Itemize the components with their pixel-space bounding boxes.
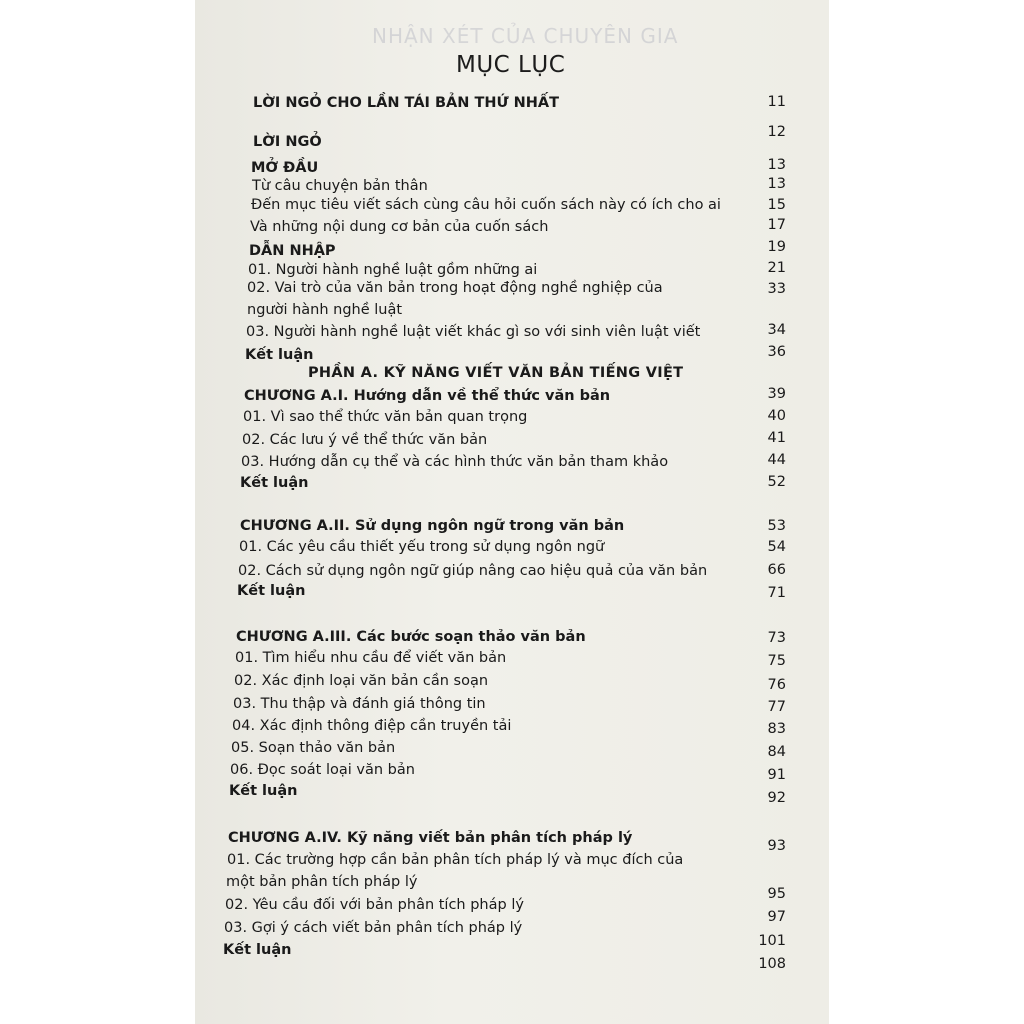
toc-page-number: 75 — [767, 653, 786, 669]
toc-page-number: 41 — [767, 430, 786, 446]
toc-page-number: 53 — [767, 518, 786, 534]
toc-page-number: 54 — [767, 539, 786, 555]
book-page — [195, 0, 829, 1024]
show-through-heading: NHẬN XÉT CỦA CHUYÊN GIA — [372, 24, 679, 48]
toc-page-number: 84 — [767, 744, 786, 760]
toc-entry: Kết luận — [229, 783, 298, 799]
toc-entry: 02. Yêu cầu đối với bản phân tích pháp lý — [225, 897, 524, 913]
page-title: MỤC LỤC — [456, 52, 566, 78]
toc-entry: 04. Xác định thông điệp cần truyền tải — [232, 718, 512, 734]
toc-page-number: 13 — [767, 157, 786, 173]
toc-part-heading: PHẦN A. KỸ NĂNG VIẾT VĂN BẢN TIẾNG VIỆT — [308, 365, 684, 381]
toc-entry: Kết luận — [223, 942, 292, 958]
toc-entry: 02. Xác định loại văn bản cần soạn — [234, 673, 489, 689]
toc-page-number: 77 — [767, 699, 786, 715]
toc-page-number: 33 — [767, 281, 786, 297]
toc-page-number: 66 — [767, 562, 786, 578]
toc-entry: Từ câu chuyện bản thân — [252, 178, 428, 194]
toc-page-number: 93 — [767, 838, 786, 854]
toc-entry: CHƯƠNG A.III. Các bước soạn thảo văn bản — [236, 629, 586, 645]
toc-page-number: 19 — [767, 239, 786, 255]
toc-page-number: 40 — [767, 408, 786, 424]
toc-page-number: 21 — [767, 260, 786, 276]
toc-entry: 01. Người hành nghề luật gồm những ai — [248, 262, 538, 278]
toc-page-number: 11 — [767, 94, 786, 110]
toc-entry: Kết luận — [245, 347, 314, 363]
toc-entry: LỜI NGỎ CHO LẦN TÁI BẢN THỨ NHẤT — [253, 95, 560, 111]
toc-entry: 05. Soạn thảo văn bản — [231, 740, 396, 756]
toc-page-number: 52 — [767, 474, 786, 490]
toc-page-number: 44 — [767, 452, 786, 468]
toc-entry: LỜI NGỎ — [253, 134, 322, 150]
toc-entry: DẪN NHẬP — [249, 243, 336, 259]
toc-entry: Kết luận — [240, 475, 309, 491]
toc-entry: MỞ ĐẦU — [251, 160, 319, 176]
toc-page-number: 76 — [767, 677, 786, 693]
toc-entry: 01. Các yêu cầu thiết yếu trong sử dụng ngôn ngữ — [239, 539, 605, 555]
toc-entry: 03. Gợi ý cách viết bản phân tích pháp lý — [224, 920, 523, 936]
toc-entry: 03. Người hành nghề luật viết khác gì so với sinh viên luật viết — [246, 324, 701, 340]
toc-page-number: 91 — [767, 767, 786, 783]
toc-page-number: 83 — [767, 721, 786, 737]
toc-entry: Đến mục tiêu viết sách cùng câu hỏi cuốn sách này có ích cho ai — [251, 197, 721, 213]
toc-entry: 02. Vai trò của văn bản trong hoạt động nghề nghiệp của — [247, 280, 663, 296]
toc-entry: 02. Các lưu ý về thể thức văn bản — [242, 432, 488, 448]
toc-page-number: 13 — [767, 176, 786, 192]
toc-entry: 01. Vì sao thể thức văn bản quan trọng — [243, 409, 528, 425]
toc-page-number: 15 — [767, 197, 786, 213]
toc-entry: CHƯƠNG A.IV. Kỹ năng viết bản phân tích pháp lý — [228, 830, 633, 846]
toc-entry: người hành nghề luật — [247, 302, 403, 318]
toc-page-number: 73 — [767, 630, 786, 646]
toc-entry: Kết luận — [237, 583, 306, 599]
toc-entry: CHƯƠNG A.II. Sử dụng ngôn ngữ trong văn bản — [240, 518, 625, 534]
toc-entry: 06. Đọc soát loại văn bản — [230, 762, 415, 778]
toc-entry: Và những nội dung cơ bản của cuốn sách — [250, 219, 549, 235]
toc-entry: 03. Hướng dẫn cụ thể và các hình thức văn bản tham khảo — [241, 454, 669, 470]
toc-page-number: 17 — [767, 217, 786, 233]
toc-page-number: 34 — [767, 322, 786, 338]
toc-page-number: 12 — [767, 124, 786, 140]
toc-page-number: 97 — [767, 909, 786, 925]
toc-page-number: 71 — [767, 585, 786, 601]
toc-entry: 03. Thu thập và đánh giá thông tin — [233, 696, 486, 712]
toc-page-number: 95 — [767, 886, 786, 902]
toc-page-number: 101 — [758, 933, 786, 949]
toc-entry: 01. Các trường hợp cần bản phân tích pháp lý và mục đích của — [227, 852, 684, 868]
toc-page-number: 39 — [767, 386, 786, 402]
toc-page-number: 92 — [767, 790, 786, 806]
toc-entry: một bản phân tích pháp lý — [226, 874, 418, 890]
toc-page-number: 108 — [758, 956, 786, 972]
toc-entry: CHƯƠNG A.I. Hướng dẫn về thể thức văn bản — [244, 388, 611, 404]
toc-page-number: 36 — [767, 344, 786, 360]
toc-entry: 01. Tìm hiểu nhu cầu để viết văn bản — [235, 650, 507, 666]
toc-entry: 02. Cách sử dụng ngôn ngữ giúp nâng cao hiệu quả của văn bản — [238, 563, 708, 579]
